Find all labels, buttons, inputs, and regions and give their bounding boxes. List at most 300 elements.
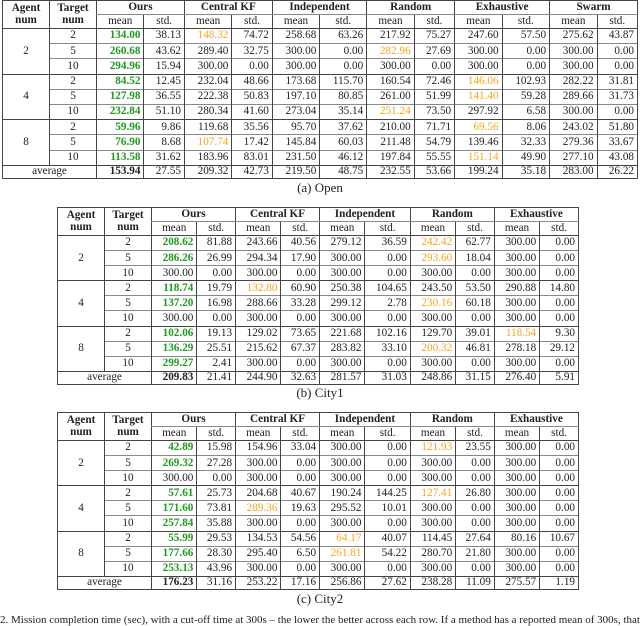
std-subheader: std.	[197, 427, 236, 441]
mean-cell: 300.00	[320, 251, 365, 266]
mean-cell: 230.16	[410, 296, 455, 311]
average-std-cell: 1.19	[540, 576, 579, 589]
mean-cell: 113.58	[97, 150, 144, 165]
average-mean-cell: 253.22	[236, 576, 281, 589]
std-cell: 33.67	[597, 135, 637, 150]
mean-cell: 300.00	[494, 546, 539, 561]
mean-cell: 177.66	[152, 546, 197, 561]
std-cell: 0.00	[540, 471, 579, 486]
mean-cell: 69.56	[455, 120, 502, 135]
std-cell: 27.69	[414, 44, 454, 59]
std-cell: 54.56	[281, 531, 320, 546]
std-cell: 0.00	[456, 501, 495, 516]
std-cell: 26.99	[197, 251, 236, 266]
target-num-cell: 10	[105, 311, 152, 326]
table-row	[58, 236, 579, 251]
average-std-cell: 17.16	[281, 576, 320, 589]
mean-cell: 279.12	[320, 236, 365, 251]
average-std-cell: 42.73	[232, 165, 272, 178]
mean-subheader: mean	[272, 15, 319, 29]
mean-cell: 282.22	[550, 74, 597, 89]
average-std-cell: 31.03	[365, 371, 410, 384]
average-std-cell: 53.66	[414, 165, 454, 178]
std-cell: 0.00	[281, 456, 320, 471]
mean-cell: 300.00	[320, 356, 365, 371]
mean-cell: 295.40	[236, 546, 281, 561]
mean-subheader: mean	[152, 427, 197, 441]
mean-cell: 121.93	[410, 441, 455, 456]
mean-cell: 129.70	[410, 326, 455, 341]
std-cell: 23.55	[456, 441, 495, 456]
std-subheader: std.	[597, 15, 637, 29]
std-cell: 0.00	[281, 356, 320, 371]
std-cell: 6.58	[502, 104, 549, 119]
mean-cell: 300.00	[494, 471, 539, 486]
table-row	[3, 29, 638, 44]
std-cell: 29.53	[197, 531, 236, 546]
std-cell: 0.00	[456, 311, 495, 326]
std-cell: 0.00	[540, 486, 579, 501]
mean-cell: 243.02	[550, 120, 597, 135]
std-cell: 32.75	[232, 44, 272, 59]
std-cell: 33.04	[281, 441, 320, 456]
average-std-cell: 11.09	[456, 576, 495, 589]
mean-cell: 222.38	[184, 89, 231, 104]
target-num-cell: 10	[105, 516, 152, 531]
table-row	[3, 150, 638, 165]
std-cell: 0.00	[232, 59, 272, 74]
table-row	[58, 531, 579, 546]
mean-subheader: mean	[550, 15, 597, 29]
mean-cell: 300.00	[152, 471, 197, 486]
mean-cell: 280.70	[410, 546, 455, 561]
subheader-row	[3, 15, 638, 29]
mean-cell: 295.52	[320, 501, 365, 516]
std-cell: 0.00	[365, 516, 410, 531]
mean-cell: 242.42	[410, 236, 455, 251]
mean-cell: 282.96	[367, 44, 414, 59]
mean-cell: 127.41	[410, 486, 455, 501]
average-std-cell: 27.62	[365, 576, 410, 589]
target-num-cell: 10	[105, 561, 152, 576]
std-cell: 43.87	[597, 29, 637, 44]
std-cell: 33.28	[281, 296, 320, 311]
table-row	[58, 561, 579, 576]
target-num-cell: 2	[105, 531, 152, 546]
mean-cell: 300.00	[236, 266, 281, 281]
mean-cell: 300.00	[320, 266, 365, 281]
method-header: Ours	[152, 413, 236, 427]
std-cell: 80.85	[320, 89, 367, 104]
mean-cell: 300.00	[410, 356, 455, 371]
average-mean-cell: 275.57	[494, 576, 539, 589]
std-cell: 9.86	[144, 120, 184, 135]
agent-num-cell: 4	[3, 74, 50, 120]
table-row	[58, 341, 579, 356]
std-cell: 6.50	[281, 546, 320, 561]
std-cell: 31.81	[597, 74, 637, 89]
std-cell: 49.90	[502, 150, 549, 165]
std-cell: 144.25	[365, 486, 410, 501]
std-cell: 0.00	[540, 441, 579, 456]
table-row	[58, 456, 579, 471]
std-cell: 2.78	[365, 296, 410, 311]
mean-cell: 300.00	[494, 266, 539, 281]
std-cell: 51.10	[144, 104, 184, 119]
mean-cell: 260.68	[97, 44, 144, 59]
mean-cell: 289.40	[184, 44, 231, 59]
mean-cell: 118.74	[152, 281, 197, 296]
method-header: Swarm	[550, 1, 638, 15]
mean-cell: 200.32	[410, 341, 455, 356]
mean-cell: 300.00	[410, 501, 455, 516]
table-row	[58, 441, 579, 456]
mean-cell: 300.00	[320, 441, 365, 456]
mean-cell: 300.00	[494, 456, 539, 471]
std-cell: 0.00	[456, 266, 495, 281]
std-cell: 26.80	[456, 486, 495, 501]
std-cell: 54.22	[365, 546, 410, 561]
mean-cell: 134.53	[236, 531, 281, 546]
table-row	[58, 281, 579, 296]
std-cell: 57.50	[502, 29, 549, 44]
mean-cell: 290.88	[494, 281, 539, 296]
table-row	[3, 135, 638, 150]
mean-cell: 300.00	[184, 59, 231, 74]
mean-cell: 273.04	[272, 104, 319, 119]
mean-cell: 294.96	[97, 59, 144, 74]
average-label: average	[58, 576, 152, 589]
average-std-cell: 32.63	[281, 371, 320, 384]
header-row	[3, 1, 638, 15]
std-cell: 43.96	[197, 561, 236, 576]
method-header: Random	[367, 1, 455, 15]
mean-cell: 137.20	[152, 296, 197, 311]
mean-cell: 261.00	[367, 89, 414, 104]
target-num-cell: 10	[105, 266, 152, 281]
mean-cell: 300.00	[494, 356, 539, 371]
std-subheader: std.	[197, 222, 236, 236]
std-cell: 19.63	[281, 501, 320, 516]
mean-cell: 107.74	[184, 135, 231, 150]
mean-cell: 190.24	[320, 486, 365, 501]
mean-cell: 300.00	[320, 471, 365, 486]
std-subheader: std.	[144, 15, 184, 29]
std-subheader: std.	[414, 15, 454, 29]
target-num-header: Target num	[50, 1, 97, 29]
mean-cell: 129.02	[236, 326, 281, 341]
target-num-cell: 2	[105, 486, 152, 501]
mean-subheader: mean	[455, 15, 502, 29]
mean-cell: 300.00	[152, 311, 197, 326]
mean-cell: 300.00	[236, 456, 281, 471]
target-num-cell: 10	[50, 59, 97, 74]
target-num-cell: 5	[50, 135, 97, 150]
std-subheader: std.	[365, 427, 410, 441]
std-cell: 43.08	[597, 150, 637, 165]
std-cell: 0.00	[197, 311, 236, 326]
std-cell: 35.88	[197, 516, 236, 531]
std-cell: 0.00	[597, 59, 637, 74]
mean-cell: 146.06	[455, 74, 502, 89]
mean-cell: 139.46	[455, 135, 502, 150]
agent-num-cell: 4	[58, 486, 105, 531]
std-cell: 0.00	[540, 251, 579, 266]
average-std-cell: 26.22	[597, 165, 637, 178]
std-cell: 0.00	[365, 561, 410, 576]
std-cell: 67.37	[281, 341, 320, 356]
average-mean-cell: 276.40	[494, 371, 539, 384]
mean-subheader: mean	[236, 222, 281, 236]
mean-cell: 300.00	[320, 311, 365, 326]
mean-cell: 221.68	[320, 326, 365, 341]
std-cell: 10.67	[540, 531, 579, 546]
method-header: Ours	[97, 1, 185, 15]
mean-cell: 299.12	[320, 296, 365, 311]
mean-cell: 210.00	[367, 120, 414, 135]
std-cell: 83.01	[232, 150, 272, 165]
std-cell: 32.33	[502, 135, 549, 150]
std-subheader: std.	[540, 427, 579, 441]
table-row	[3, 74, 638, 89]
table-caption: (a) Open	[297, 180, 343, 195]
std-cell: 17.90	[281, 251, 320, 266]
target-num-cell: 10	[105, 471, 152, 486]
mean-cell: 80.16	[494, 531, 539, 546]
std-cell: 51.99	[414, 89, 454, 104]
target-num-cell: 10	[105, 356, 152, 371]
std-cell: 39.01	[456, 326, 495, 341]
target-num-cell: 5	[50, 89, 97, 104]
table-row	[58, 356, 579, 371]
std-cell: 43.62	[144, 44, 184, 59]
agent-num-cell: 2	[3, 29, 50, 75]
average-mean-cell: 209.32	[184, 165, 231, 178]
std-cell: 73.81	[197, 501, 236, 516]
mean-cell: 257.84	[152, 516, 197, 531]
mean-cell: 300.00	[494, 251, 539, 266]
average-std-cell: 48.75	[320, 165, 367, 178]
mean-cell: 232.84	[97, 104, 144, 119]
std-cell: 0.00	[365, 456, 410, 471]
std-cell: 2.41	[197, 356, 236, 371]
std-cell: 60.90	[281, 281, 320, 296]
table-row	[58, 471, 579, 486]
std-cell: 27.64	[456, 531, 495, 546]
std-cell: 0.00	[540, 516, 579, 531]
table-row	[58, 266, 579, 281]
target-num-cell: 5	[105, 501, 152, 516]
std-cell: 0.00	[197, 471, 236, 486]
table-row	[3, 59, 638, 74]
mean-cell: 300.00	[236, 516, 281, 531]
std-cell: 0.00	[320, 59, 367, 74]
std-cell: 46.12	[320, 150, 367, 165]
target-num-cell: 5	[105, 296, 152, 311]
agent-num-cell: 8	[3, 120, 50, 166]
header-row	[58, 208, 579, 222]
mean-cell: 300.00	[320, 561, 365, 576]
std-cell: 16.98	[197, 296, 236, 311]
std-cell: 0.00	[540, 356, 579, 371]
std-subheader: std.	[456, 222, 495, 236]
std-subheader: std.	[320, 15, 367, 29]
std-cell: 115.70	[320, 74, 367, 89]
std-cell: 12.45	[144, 74, 184, 89]
method-header: Ours	[152, 208, 236, 222]
average-mean-cell: 153.94	[97, 165, 144, 178]
average-mean-cell: 248.86	[410, 371, 455, 384]
agent-num-cell: 2	[58, 236, 105, 281]
table-row	[58, 546, 579, 561]
std-subheader: std.	[281, 427, 320, 441]
average-std-cell: 31.15	[456, 371, 495, 384]
agent-num-header: Agent num	[58, 413, 105, 441]
std-cell: 36.59	[365, 236, 410, 251]
std-cell: 0.00	[540, 296, 579, 311]
mean-subheader: mean	[97, 15, 144, 29]
std-cell: 36.55	[144, 89, 184, 104]
mean-cell: 300.00	[550, 59, 597, 74]
results-table-2	[57, 412, 579, 590]
mean-cell: 231.50	[272, 150, 319, 165]
mean-cell: 300.00	[550, 44, 597, 59]
mean-cell: 299.27	[152, 356, 197, 371]
mean-cell: 300.00	[494, 561, 539, 576]
table-row	[58, 311, 579, 326]
mean-cell: 300.00	[410, 311, 455, 326]
method-header: Exhaustive	[494, 413, 578, 427]
std-cell: 27.28	[197, 456, 236, 471]
std-cell: 73.65	[281, 326, 320, 341]
std-cell: 0.00	[281, 516, 320, 531]
average-std-cell: 31.16	[197, 576, 236, 589]
mean-cell: 211.48	[367, 135, 414, 150]
mean-cell: 160.54	[367, 74, 414, 89]
mean-cell: 300.00	[494, 311, 539, 326]
mean-cell: 300.00	[455, 44, 502, 59]
std-cell: 0.00	[281, 266, 320, 281]
mean-cell: 300.00	[494, 441, 539, 456]
mean-cell: 84.52	[97, 74, 144, 89]
average-row	[58, 371, 579, 384]
method-header: Random	[410, 413, 494, 427]
mean-cell: 251.24	[367, 104, 414, 119]
mean-cell: 300.00	[550, 104, 597, 119]
std-cell: 0.00	[365, 251, 410, 266]
std-cell: 40.67	[281, 486, 320, 501]
std-cell: 10.01	[365, 501, 410, 516]
mean-cell: 300.00	[236, 356, 281, 371]
table-row	[58, 516, 579, 531]
std-cell: 19.79	[197, 281, 236, 296]
method-header: Exhaustive	[494, 208, 578, 222]
target-num-cell: 2	[105, 326, 152, 341]
mean-cell: 277.10	[550, 150, 597, 165]
agent-num-cell: 8	[58, 531, 105, 576]
std-cell: 0.00	[456, 356, 495, 371]
method-header: Central KF	[184, 1, 272, 15]
average-mean-cell: 209.83	[152, 371, 197, 384]
table-row	[3, 44, 638, 59]
std-cell: 15.98	[197, 441, 236, 456]
mean-cell: 300.00	[367, 59, 414, 74]
header-row	[58, 413, 579, 427]
mean-cell: 279.36	[550, 135, 597, 150]
mean-cell: 300.00	[410, 471, 455, 486]
std-subheader: std.	[502, 15, 549, 29]
mean-cell: 261.81	[320, 546, 365, 561]
std-cell: 59.28	[502, 89, 549, 104]
std-cell: 0.00	[540, 546, 579, 561]
target-num-cell: 2	[50, 74, 97, 89]
std-cell: 38.13	[144, 29, 184, 44]
std-cell: 50.83	[232, 89, 272, 104]
std-cell: 73.50	[414, 104, 454, 119]
mean-cell: 278.18	[494, 341, 539, 356]
mean-cell: 300.00	[410, 266, 455, 281]
mean-subheader: mean	[410, 222, 455, 236]
std-cell: 0.00	[365, 311, 410, 326]
std-subheader: std.	[232, 15, 272, 29]
std-cell: 0.00	[414, 59, 454, 74]
mean-cell: 64.17	[320, 531, 365, 546]
mean-cell: 275.62	[550, 29, 597, 44]
target-num-cell: 5	[105, 456, 152, 471]
average-mean-cell: 283.00	[550, 165, 597, 178]
std-cell: 0.00	[365, 266, 410, 281]
std-cell: 0.00	[365, 471, 410, 486]
std-cell: 63.26	[320, 29, 367, 44]
mean-cell: 250.38	[320, 281, 365, 296]
std-cell: 40.07	[365, 531, 410, 546]
std-cell: 35.56	[232, 120, 272, 135]
mean-subheader: mean	[320, 427, 365, 441]
std-cell: 0.00	[540, 266, 579, 281]
results-table-1	[57, 207, 579, 385]
std-cell: 0.00	[540, 501, 579, 516]
mean-cell: 42.89	[152, 441, 197, 456]
table-row	[58, 296, 579, 311]
agent-num-header: Agent num	[58, 208, 105, 236]
std-cell: 104.65	[365, 281, 410, 296]
mean-cell: 286.26	[152, 251, 197, 266]
target-num-cell: 2	[50, 120, 97, 135]
std-cell: 71.71	[414, 120, 454, 135]
agent-num-cell: 2	[58, 441, 105, 486]
results-table-0	[2, 0, 638, 179]
mean-subheader: mean	[494, 222, 539, 236]
mean-cell: 289.66	[550, 89, 597, 104]
mean-cell: 55.99	[152, 531, 197, 546]
std-cell: 0.00	[365, 441, 410, 456]
mean-cell: 300.00	[272, 44, 319, 59]
std-cell: 81.88	[197, 236, 236, 251]
average-mean-cell: 244.90	[236, 371, 281, 384]
target-num-cell: 2	[50, 29, 97, 44]
mean-cell: 300.00	[410, 561, 455, 576]
mean-cell: 171.60	[152, 501, 197, 516]
std-cell: 33.10	[365, 341, 410, 356]
target-num-header: Target num	[105, 208, 152, 236]
mean-cell: 300.00	[455, 59, 502, 74]
mean-cell: 136.29	[152, 341, 197, 356]
mean-cell: 297.92	[455, 104, 502, 119]
std-cell: 8.06	[502, 120, 549, 135]
std-cell: 0.00	[365, 356, 410, 371]
std-cell: 40.56	[281, 236, 320, 251]
std-cell: 0.00	[456, 516, 495, 531]
